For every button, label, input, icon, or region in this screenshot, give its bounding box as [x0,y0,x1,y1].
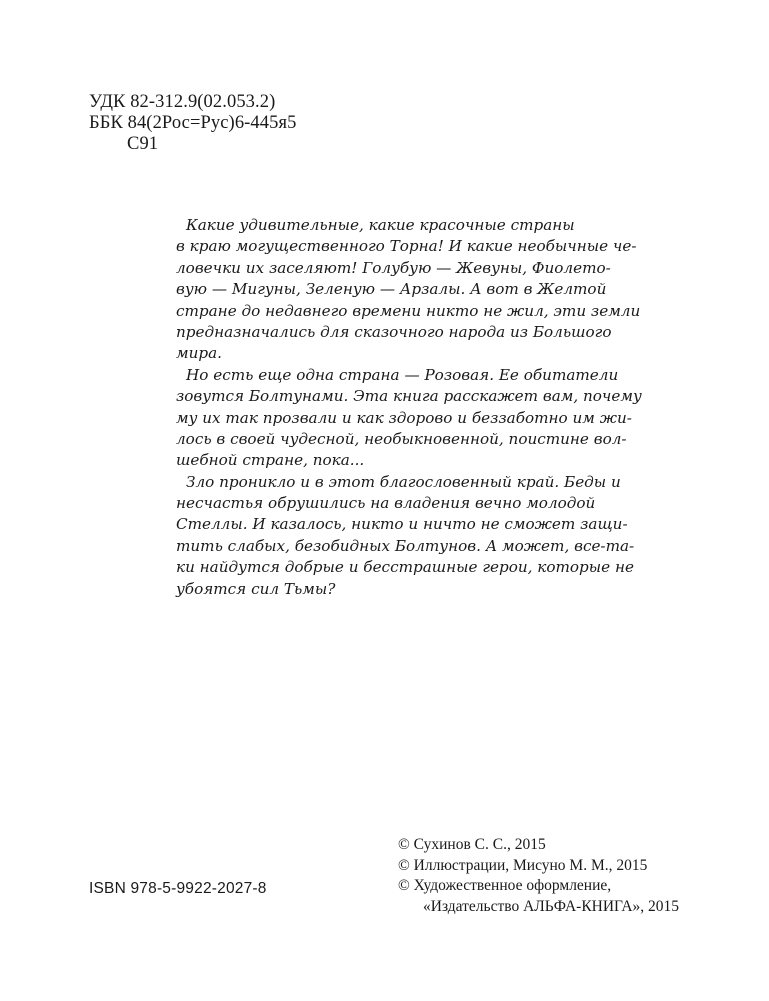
annotation-line: му их так прозвали и как здорово и беззаботно им жи- [176,408,632,427]
annotation-line: несчастья обрушились на владения вечно молодой [176,494,596,513]
udk-code: УДК 82-312.9(02.053.2) [89,92,276,112]
annotation-line: убоятся сил Тьмы? [176,579,336,598]
annotation-line: тить слабых, безобидных Болтунов. А может, все-та- [176,536,635,555]
author-mark: С91 [127,134,159,154]
annotation-line: стране до недавнего времени никто не жил, эти земли [176,301,641,320]
annotation-line: вую — Мигуны, Зеленую — Арзалы. А вот в Желтой [176,280,607,299]
annotation-line: зовутся Болтунами. Эта книга расскажет вам, почему [176,387,642,406]
bbk-code: ББК 84(2Рос=Рус)6-445я5 [89,113,297,133]
annotation-line: Зло проникло и в этот благословенный край. Беды и [186,472,621,491]
annotation-line: лось в своей чудесной, необыкновенной, поистине вол- [176,429,627,448]
copyright-design: © Художественное оформление, [398,877,612,895]
isbn-number: ISBN 978-5-9922-2027-8 [89,880,267,897]
copyright-publisher: «Издательство АЛЬФА-КНИГА», 2015 [423,897,680,915]
annotation-line: ловечки их заселяют! Голубую — Жевуны, Фиолето- [176,258,611,277]
annotation-line: Какие удивительные, какие красочные страны [186,216,575,234]
copyright-illustrations: © Иллюстрации, Мисуно М. М., 2015 [398,856,648,874]
annotation-line: в краю могущественного Торна! И какие необычные че- [176,237,637,256]
annotation-line: предназначались для сказочного народа из Большого [176,322,612,341]
annotation-line: Но есть еще одна страна — Розовая. Ее обитатели [186,365,619,384]
annotation-line: шебной стране, пока... [176,451,365,470]
copyright-block [398,835,679,917]
book-annotation [176,215,674,600]
annotation-line: мира. [176,344,222,363]
annotation-line: ки найдутся добрые и бесстрашные герои, которые не [176,558,634,577]
annotation-line: Стеллы. И казалось, никто и ничто не сможет защи- [176,515,628,534]
copyright-author: © Сухинов С. С., 2015 [398,836,546,853]
classification-codes [89,92,296,155]
